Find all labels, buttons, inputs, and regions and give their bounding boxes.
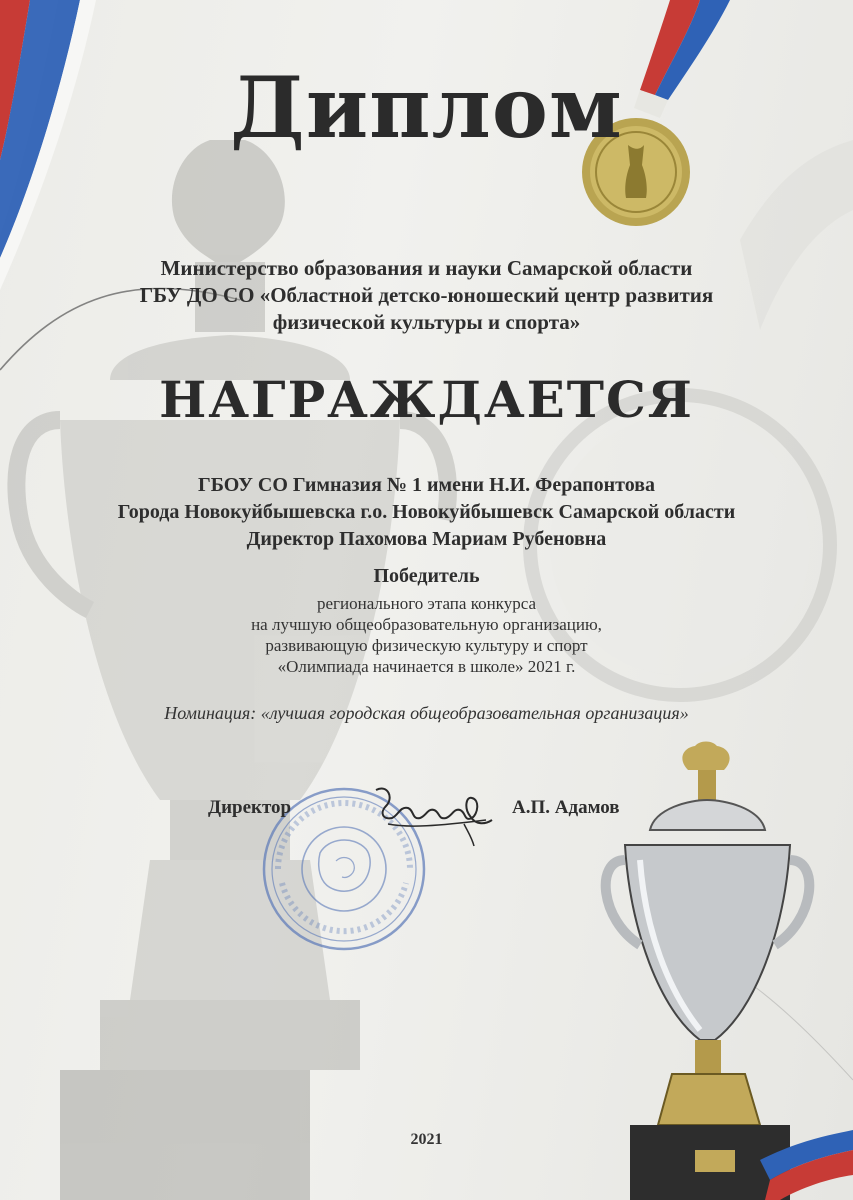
year-label: 2021: [410, 1131, 443, 1148]
issuer-line: физической культуры и спорта»: [272, 310, 581, 334]
issuer-block: [0, 255, 853, 336]
awarded-heading: НАГРАЖДАЕТСЯ: [159, 370, 694, 429]
handwritten-signature: [368, 780, 498, 848]
issuer-line: ГБУ ДО СО «Областной детско-юношеский центр развития: [139, 283, 714, 307]
award-details: [0, 593, 853, 677]
detail-line: на лучшую общеобразовательную организацию,: [251, 615, 602, 634]
detail-line: развивающую физическую культуру и спорт: [265, 636, 588, 655]
recipient-line: Директор Пахомова Мариам Рубеновна: [246, 528, 607, 550]
recipient-line: Города Новокуйбышевска г.о. Новокуйбышевск Самарской области: [117, 501, 736, 523]
detail-line: «Олимпиада начинается в школе» 2021 г.: [277, 657, 576, 676]
issuer-line: Министерство образования и науки Самарской области: [160, 256, 693, 280]
detail-line: регионального этапа конкурса: [317, 594, 536, 613]
recipient-line: ГБОУ СО Гимназия № 1 имени Н.И. Ферапонтова: [197, 474, 656, 496]
signature-name: А.П. Адамов: [512, 797, 620, 818]
diploma-title: Диплом: [230, 58, 623, 157]
recipient-block: [0, 472, 853, 553]
signature-role: Директор: [208, 797, 292, 818]
winner-heading: Победитель: [373, 565, 480, 587]
nomination-text: Номинация: «лучшая городская общеобразовательная организация»: [164, 703, 689, 723]
